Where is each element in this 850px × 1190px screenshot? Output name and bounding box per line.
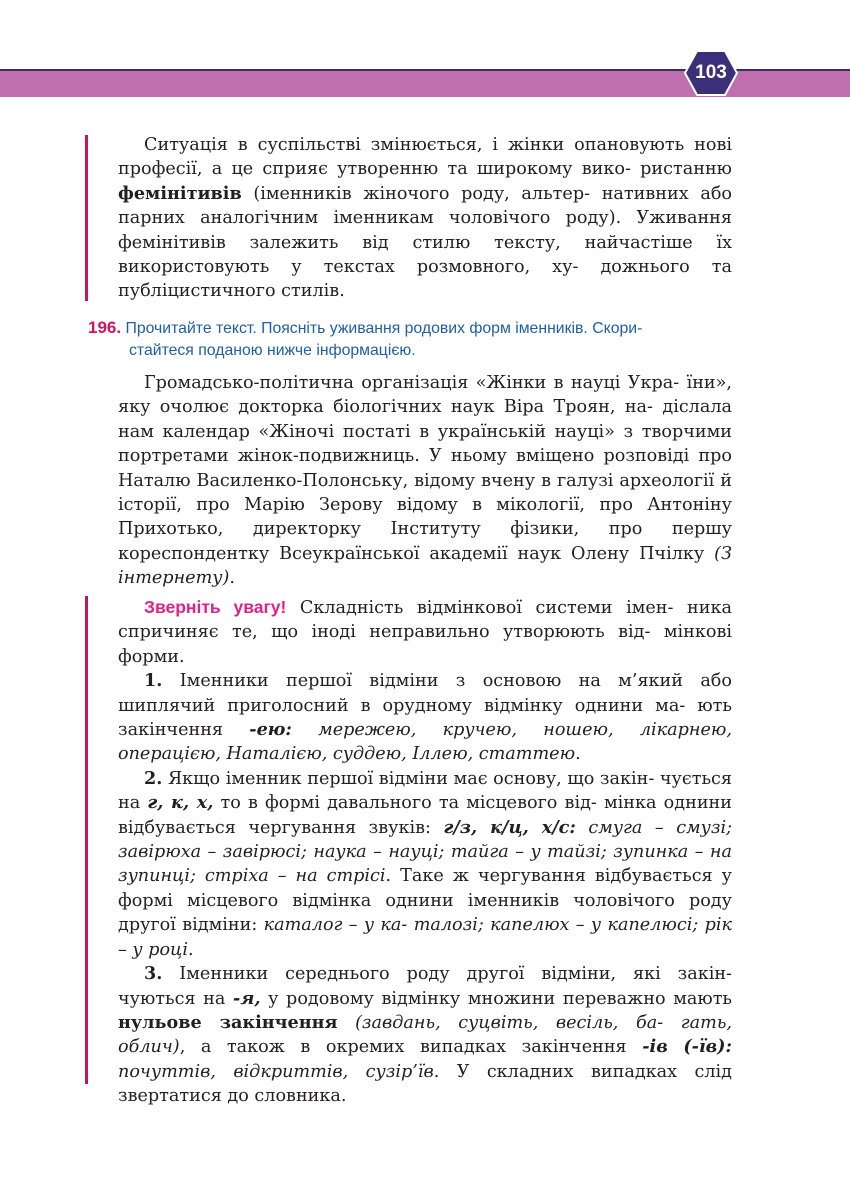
- intro-side-bar: [85, 135, 88, 301]
- intro-paragraph: Ситуація в суспільстві змінюється, і жінки опановують нові професії, а це сприяє утворенню та широкому вико- ристанню фемінітивів (іменників жіночого роду, альтер- нативних або парних аналогічним іменникам чоловічого роду). Уживання фемінітивів залежить від стилю тексту, найчастіше їх використовують у текстах розмовного, ху- дожнього та публіцистичного стилів.: [118, 135, 733, 302]
- exercise-instruction-line2: стайтеся поданою нижче інформацією.: [129, 342, 416, 359]
- reading-source: (З інтернету): [118, 543, 732, 589]
- exercise-number: 196.: [88, 318, 122, 337]
- attention-heading: Зверніть увагу!: [144, 597, 287, 617]
- note-side-bar: [85, 596, 88, 1084]
- exercise-instruction-line1: Прочитайте текст. Поясніть уживання родових форм іменників. Скори-: [125, 320, 643, 337]
- note-block: Зверніть увагу! Складність відмінкової системи імен- ника спричиняє те, що іноді неправильно утворюють від- мінкові форми. 1. Іменники першої відміни з основою на м’який або шиплячий приголосний в орудному відмінку однини ма- ють закінчення -ею: мережею, кручею, ношею, лікарнею, операцією, Наталією, суддею, Іллею, статтею. 2. Якщо іменник першої відміни має основу, що закін- чується на г, к, х, то в формі давального та місцевого від- мінка однини відбувається чергування звуків: г/з, к/ц, х/с: смуга – смузі; завірюха – завірюсі; наука – науці; тайга – у тайзі; зупинка – на зупинці; стріха – на стрісі. Таке ж чергування відбувається у формі місцевого відмінка однини іменників чоловічого роду другої відміни: каталог – у ка- талозі; капелюх – у капелюсі; рік – у році. 3. Іменники середнього роду другої відміни, які закін- чуються на -я, у родовому відмінку множини переважно мають нульове закінчення (завдань, суцвіть, весіль, ба- гать, облич), а також в окремих випадках закінчення -ів (-їв): почуттів, відкриттів, сузір’їв. У складних випадках слід звертатися до словника.: [118, 595, 732, 1109]
- rule-3: 3. Іменники середнього роду другої відміни, які закін- чуються на -я, у родовому відмінку множини переважно мають нульове закінчення (завдань, суцвіть, весіль, ба- гать, облич), а також в окремих випадках закінчення -ів (-їв): почуттів, відкриттів, сузір’їв. У складних випадках слід звертатися до словника.: [118, 963, 733, 1107]
- exercise-196: [88, 317, 748, 362]
- term-zero-ending: нульове закінчення: [118, 1011, 338, 1033]
- term-feminitives: фемінітивів: [118, 182, 242, 204]
- page-number: 103: [695, 62, 727, 83]
- rule-1: 1. Іменники першої відміни з основою на м’який або шиплячий приголосний в орудному відмінку однини ма- ють закінчення -ею: мережею, кручею, ношею, лікарнею, операцією, Наталією, суддею, Іллею, статтею.: [118, 670, 732, 765]
- rule-2: 2. Якщо іменник першої відміни має основу, що закін- чується на г, к, х, то в формі давального та місцевого від- мінка однини відбувається чергування звуків: г/з, к/ц, х/с: смуга – смузі; завірюха – завірюсі; наука – науці; тайга – у тайзі; зупинка – на зупинці; стріха – на стрісі. Таке ж чергування відбувається у формі місцевого відмінка однини іменників чоловічого роду другої відміни: каталог – у ка- талозі; капелюх – у капелюсі; рік – у році.: [118, 767, 733, 960]
- reading-text: Громадсько-політична організація «Жінки в науці Укра- їни», яку очолює докторка біологічних наук Віра Троян, на- діслала нам календар «Жіночі постаті в українській науці» з творчими портретами жінок-подвижниць. У ньому вміщено розповіді про Наталю Василенко-Полонську, відому вчену в галузі археології й історії, про Марію Зерову відому в мікології, про Антоніну Прихотько, директорку Інституту фізики, про першу кореспондентку Всеукраїнської академії наук Олену Пчілку (З інтернету).: [118, 373, 733, 589]
